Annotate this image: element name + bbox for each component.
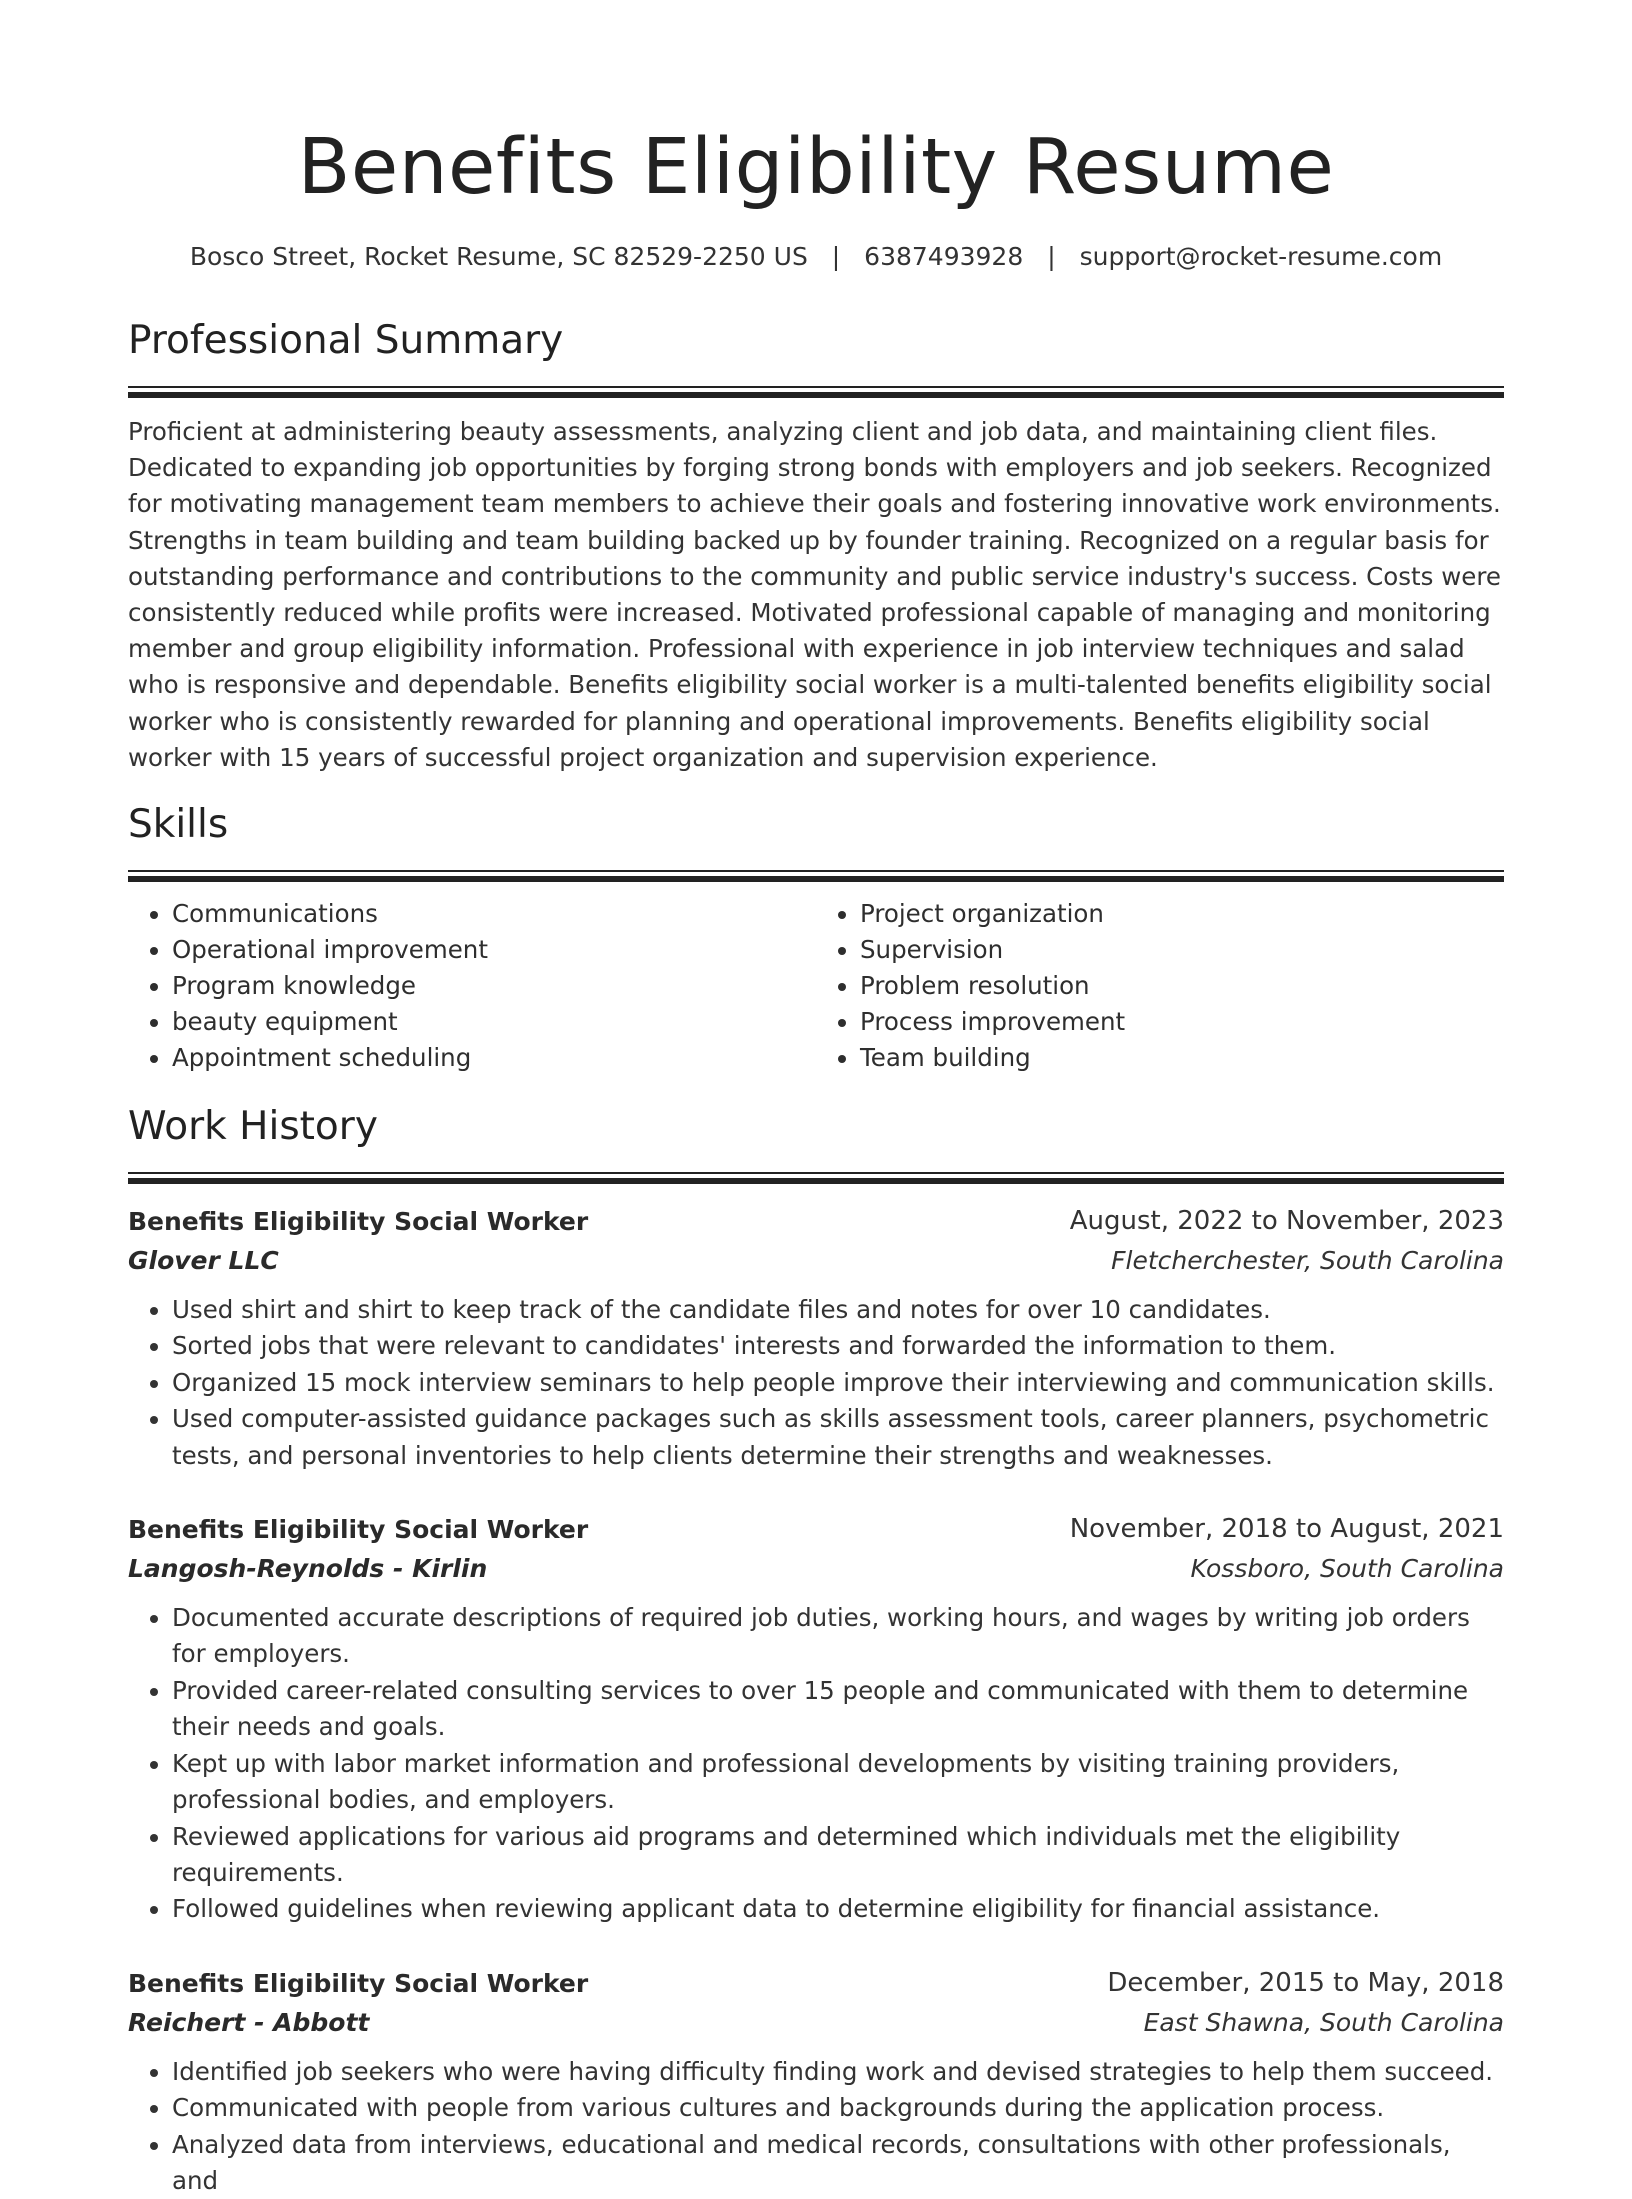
job-bullet: • Followed guidelines when reviewing applicant data to determine eligibility for financial assistance.	[172, 1891, 1504, 1927]
job-location: Fletcherchester, South Carolina	[1111, 1246, 1504, 1276]
job-bullet: • Reviewed applications for various aid programs and determined which individuals met the eligibility requirements.	[172, 1819, 1504, 1892]
skill-item: • Appointment scheduling	[172, 1040, 816, 1076]
job-bullet: • Communicated with people from various cultures and backgrounds during the application process.	[172, 2090, 1504, 2126]
skill-item: • Program knowledge	[172, 968, 816, 1004]
job-bullet: • Identified job seekers who were having difficulty finding work and devised strategies to help them succeed.	[172, 2054, 1504, 2090]
job-location: Kossboro, South Carolina	[1190, 1554, 1504, 1584]
job-header	[128, 1202, 1504, 1241]
resume-page	[128, 0, 1504, 2199]
contact-address: Bosco Street, Rocket Resume, SC 82529-2250 US	[189, 242, 808, 271]
job-bullet: • Organized 15 mock interview seminars to help people improve their interviewing and communication skills.	[172, 1365, 1504, 1401]
job-bullets	[128, 1292, 1504, 1474]
job-title: Benefits Eligibility Social Worker	[128, 1207, 589, 1237]
job-subheader	[128, 1549, 1504, 1588]
job-company: Reichert - Abbott	[128, 2007, 370, 2037]
job-bullet: • Analyzed data from interviews, educational and medical records, consultations with other professionals, and	[172, 2127, 1504, 2199]
job-bullet: • Documented accurate descriptions of required job duties, working hours, and wages by writing job orders for employers.	[172, 1600, 1504, 1673]
section-divider-thick	[128, 1178, 1504, 1184]
job-bullet: • Kept up with labor market information and professional developments by visiting training providers, professional bodies, and employers.	[172, 1746, 1504, 1819]
job-bullets	[128, 1600, 1504, 1928]
skill-item: • Supervision	[860, 932, 1504, 968]
job-title: Benefits Eligibility Social Worker	[128, 1515, 589, 1545]
contact-phone: 6387493928	[864, 242, 1024, 271]
job-location: East Shawna, South Carolina	[1143, 2007, 1504, 2037]
job-company: Glover LLC	[128, 1246, 279, 1276]
summary-heading: Professional Summary	[128, 318, 564, 363]
skills-section	[128, 800, 1504, 1076]
skill-item: • Problem resolution	[860, 968, 1504, 1004]
job-entry	[128, 1510, 1504, 1928]
skills-heading: Skills	[128, 802, 229, 848]
job-company: Langosh-Reynolds - Kirlin	[128, 1554, 488, 1584]
work-history-section	[128, 1102, 1504, 2199]
skill-item: • Operational improvement	[172, 932, 816, 968]
contact-separator: |	[1047, 242, 1056, 271]
skills-column-left	[128, 896, 816, 1076]
job-subheader	[128, 1241, 1504, 1280]
job-bullet: • Used computer-assisted guidance packages such as skills assessment tools, career planners, psychometric tests, and personal inventories to help clients determine their strengths and weaknesses.	[172, 1401, 1504, 1474]
section-divider-thick	[128, 392, 1504, 398]
contact-separator: |	[831, 242, 841, 271]
job-dates: August, 2022 to November, 2023	[1069, 1206, 1504, 1237]
skill-item: • beauty equipment	[172, 1004, 816, 1040]
contact-email: support@rocket-resume.com	[1079, 242, 1443, 271]
job-dates: November, 2018 to August, 2021	[1069, 1514, 1504, 1545]
job-header	[128, 1964, 1504, 2003]
job-bullet: • Provided career-related consulting services to over 15 people and communicated with them to determine their needs and goals.	[172, 1673, 1504, 1746]
skill-item: • Process improvement	[860, 1004, 1504, 1040]
job-dates: December, 2015 to May, 2018	[1107, 1967, 1504, 1998]
skill-item: • Project organization	[860, 896, 1504, 932]
skill-item: • Communications	[172, 896, 816, 932]
skills-list	[128, 896, 1504, 1076]
section-divider-thick	[128, 876, 1504, 882]
work-history-heading: Work History	[128, 1104, 378, 1150]
job-bullet: • Used shirt and shirt to keep track of the candidate files and notes for over 10 candidates.	[172, 1292, 1504, 1328]
job-bullet: • Sorted jobs that were relevant to candidates' interests and forwarded the information to them.	[172, 1328, 1504, 1364]
resume-title: Benefits Eligibility Resume	[297, 123, 1335, 212]
job-title: Benefits Eligibility Social Worker	[128, 1968, 589, 1998]
section-divider	[128, 870, 1504, 872]
section-divider	[128, 1172, 1504, 1174]
section-divider	[128, 386, 1504, 388]
job-header	[128, 1510, 1504, 1549]
job-bullets	[128, 2054, 1504, 2199]
job-entry	[128, 1202, 1504, 1474]
summary-text: Proficient at administering beauty assessments, analyzing client and job data, and maintaining client files. Dedicated to expanding job opportunities by forging strong bonds with employers and job seekers. Recognized for motivating management team members to achieve their goals and fostering innovative work environments. Strengths in team building and team building backed up by founder training. Recognized on a regular basis for outstanding performance and contributions to the community and public service industry's success. Costs were consistently reduced while profits were increased. Motivated professional capable of managing and monitoring member and group eligibility information. Professional with experience in job interview techniques and salad who is responsive and dependable. Benefits eligibility social worker is a multi-talented benefits eligibility social worker who is consistently rewarded for planning and operational improvements. Benefits eligibility social worker with 15 years of successful project organization and supervision experience.	[128, 417, 1501, 772]
skills-column-right	[816, 896, 1504, 1076]
skill-item: • Team building	[860, 1040, 1504, 1076]
summary-section	[128, 316, 1504, 776]
job-entry	[128, 1964, 1504, 2199]
contact-line	[128, 240, 1504, 274]
job-subheader	[128, 2003, 1504, 2042]
